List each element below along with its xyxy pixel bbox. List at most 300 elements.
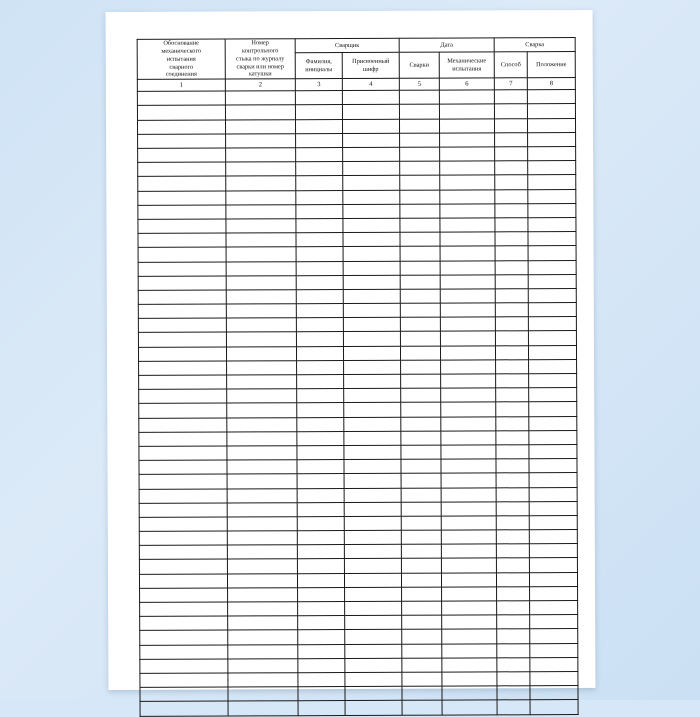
table-cell[interactable] xyxy=(297,474,344,488)
table-cell[interactable] xyxy=(296,162,343,176)
table-cell[interactable] xyxy=(440,189,495,203)
table-cell[interactable] xyxy=(496,459,529,473)
table-cell[interactable] xyxy=(440,204,495,218)
table-cell[interactable] xyxy=(530,657,578,671)
table-cell[interactable] xyxy=(529,558,577,572)
table-cell[interactable] xyxy=(296,190,343,204)
table-cell[interactable] xyxy=(401,403,441,417)
table-cell[interactable] xyxy=(226,219,296,233)
table-cell[interactable] xyxy=(139,418,227,433)
table-cell[interactable] xyxy=(495,303,528,317)
table-cell[interactable] xyxy=(138,191,226,206)
table-cell[interactable] xyxy=(441,502,496,516)
table-cell[interactable] xyxy=(138,304,226,319)
table-cell[interactable] xyxy=(442,615,497,629)
table-cell[interactable] xyxy=(227,559,297,573)
table-cell[interactable] xyxy=(139,361,227,376)
table-cell[interactable] xyxy=(138,347,226,362)
table-cell[interactable] xyxy=(343,147,400,161)
table-cell[interactable] xyxy=(441,360,496,374)
table-cell[interactable] xyxy=(137,91,225,106)
table-cell[interactable] xyxy=(139,460,227,475)
table-cell[interactable] xyxy=(440,331,495,345)
table-cell[interactable] xyxy=(140,645,228,660)
table-cell[interactable] xyxy=(528,175,576,189)
table-cell[interactable] xyxy=(295,105,342,119)
table-cell[interactable] xyxy=(528,288,576,302)
table-cell[interactable] xyxy=(495,189,528,203)
table-cell[interactable] xyxy=(342,119,399,133)
table-cell[interactable] xyxy=(528,203,576,217)
table-cell[interactable] xyxy=(297,488,344,502)
table-cell[interactable] xyxy=(497,658,530,672)
table-cell[interactable] xyxy=(138,276,226,291)
table-cell[interactable] xyxy=(344,417,401,431)
table-cell[interactable] xyxy=(402,615,442,629)
table-cell[interactable] xyxy=(400,332,440,346)
table-cell[interactable] xyxy=(441,445,496,459)
table-cell[interactable] xyxy=(442,658,497,672)
table-cell[interactable] xyxy=(442,686,497,700)
table-cell[interactable] xyxy=(529,572,577,586)
table-cell[interactable] xyxy=(400,246,440,260)
table-cell[interactable] xyxy=(496,501,529,515)
table-cell[interactable] xyxy=(298,701,345,715)
table-cell[interactable] xyxy=(296,318,343,332)
table-cell[interactable] xyxy=(345,601,402,615)
table-cell[interactable] xyxy=(497,672,530,686)
table-cell[interactable] xyxy=(343,133,400,147)
table-cell[interactable] xyxy=(441,473,496,487)
table-cell[interactable] xyxy=(296,219,343,233)
table-cell[interactable] xyxy=(495,218,528,232)
table-cell[interactable] xyxy=(401,502,441,516)
table-cell[interactable] xyxy=(495,345,528,359)
table-cell[interactable] xyxy=(226,205,296,219)
table-cell[interactable] xyxy=(226,332,296,346)
table-cell[interactable] xyxy=(495,175,528,189)
table-cell[interactable] xyxy=(528,260,576,274)
table-cell[interactable] xyxy=(139,403,227,418)
table-cell[interactable] xyxy=(440,346,495,360)
table-cell[interactable] xyxy=(138,162,226,177)
table-cell[interactable] xyxy=(295,91,342,105)
table-cell[interactable] xyxy=(139,517,227,532)
table-cell[interactable] xyxy=(298,602,345,616)
table-cell[interactable] xyxy=(226,233,296,247)
table-cell[interactable] xyxy=(226,304,296,318)
table-cell[interactable] xyxy=(139,531,227,546)
table-cell[interactable] xyxy=(227,488,297,502)
table-cell[interactable] xyxy=(342,105,399,119)
table-cell[interactable] xyxy=(497,643,530,657)
table-cell[interactable] xyxy=(400,289,440,303)
table-cell[interactable] xyxy=(527,118,575,132)
table-cell[interactable] xyxy=(139,489,227,504)
table-cell[interactable] xyxy=(529,544,577,558)
table-cell[interactable] xyxy=(401,459,441,473)
table-cell[interactable] xyxy=(530,643,578,657)
table-cell[interactable] xyxy=(496,402,529,416)
table-cell[interactable] xyxy=(440,232,495,246)
table-cell[interactable] xyxy=(496,445,529,459)
table-cell[interactable] xyxy=(527,104,575,118)
table-cell[interactable] xyxy=(528,246,576,260)
table-cell[interactable] xyxy=(528,161,576,175)
table-cell[interactable] xyxy=(497,629,530,643)
table-cell[interactable] xyxy=(401,516,441,530)
table-cell[interactable] xyxy=(344,573,401,587)
table-cell[interactable] xyxy=(345,644,402,658)
table-cell[interactable] xyxy=(400,346,440,360)
table-cell[interactable] xyxy=(344,389,401,403)
table-cell[interactable] xyxy=(528,303,576,317)
table-cell[interactable] xyxy=(345,587,402,601)
table-cell[interactable] xyxy=(298,644,345,658)
table-cell[interactable] xyxy=(227,361,297,375)
table-cell[interactable] xyxy=(226,346,296,360)
table-cell[interactable] xyxy=(138,233,226,248)
table-cell[interactable] xyxy=(495,133,528,147)
table-cell[interactable] xyxy=(343,247,400,261)
table-cell[interactable] xyxy=(441,516,496,530)
table-cell[interactable] xyxy=(496,516,529,530)
table-cell[interactable] xyxy=(227,460,297,474)
table-cell[interactable] xyxy=(400,232,440,246)
table-cell[interactable] xyxy=(402,601,442,615)
table-cell[interactable] xyxy=(344,545,401,559)
table-cell[interactable] xyxy=(297,389,344,403)
table-cell[interactable] xyxy=(343,176,400,190)
table-cell[interactable] xyxy=(440,303,495,317)
table-cell[interactable] xyxy=(441,402,496,416)
table-cell[interactable] xyxy=(530,629,578,643)
table-cell[interactable] xyxy=(297,573,344,587)
table-cell[interactable] xyxy=(401,473,441,487)
table-cell[interactable] xyxy=(297,446,344,460)
table-cell[interactable] xyxy=(442,587,497,601)
table-cell[interactable] xyxy=(401,559,441,573)
table-cell[interactable] xyxy=(298,658,345,672)
table-cell[interactable] xyxy=(528,331,576,345)
table-cell[interactable] xyxy=(296,148,343,162)
table-cell[interactable] xyxy=(296,304,343,318)
table-cell[interactable] xyxy=(495,147,528,161)
table-cell[interactable] xyxy=(228,701,298,715)
table-cell[interactable] xyxy=(343,332,400,346)
table-cell[interactable] xyxy=(440,275,495,289)
table-cell[interactable] xyxy=(228,644,298,658)
table-cell[interactable] xyxy=(226,176,296,190)
table-cell[interactable] xyxy=(496,487,529,501)
table-cell[interactable] xyxy=(139,474,227,489)
table-cell[interactable] xyxy=(402,672,442,686)
table-cell[interactable] xyxy=(297,516,344,530)
table-cell[interactable] xyxy=(345,630,402,644)
table-cell[interactable] xyxy=(298,630,345,644)
table-cell[interactable] xyxy=(343,318,400,332)
table-cell[interactable] xyxy=(296,332,343,346)
table-row[interactable] xyxy=(140,700,578,716)
table-cell[interactable] xyxy=(401,573,441,587)
table-cell[interactable] xyxy=(296,275,343,289)
table-cell[interactable] xyxy=(227,403,297,417)
table-cell[interactable] xyxy=(529,402,577,416)
table-cell[interactable] xyxy=(343,218,400,232)
table-cell[interactable] xyxy=(528,345,576,359)
table-cell[interactable] xyxy=(138,333,226,348)
table-cell[interactable] xyxy=(494,90,527,104)
table-cell[interactable] xyxy=(496,530,529,544)
table-cell[interactable] xyxy=(345,686,402,700)
table-cell[interactable] xyxy=(343,346,400,360)
table-cell[interactable] xyxy=(495,274,528,288)
table-cell[interactable] xyxy=(441,388,496,402)
table-cell[interactable] xyxy=(496,473,529,487)
table-cell[interactable] xyxy=(227,432,297,446)
table-cell[interactable] xyxy=(441,573,496,587)
table-cell[interactable] xyxy=(343,275,400,289)
table-cell[interactable] xyxy=(227,474,297,488)
table-cell[interactable] xyxy=(440,260,495,274)
table-cell[interactable] xyxy=(228,616,298,630)
table-cell[interactable] xyxy=(138,176,226,191)
table-cell[interactable] xyxy=(399,105,439,119)
table-cell[interactable] xyxy=(139,432,227,447)
table-cell[interactable] xyxy=(496,431,529,445)
table-cell[interactable] xyxy=(298,687,345,701)
table-cell[interactable] xyxy=(227,417,297,431)
table-cell[interactable] xyxy=(228,630,298,644)
table-cell[interactable] xyxy=(402,686,442,700)
table-cell[interactable] xyxy=(344,559,401,573)
table-cell[interactable] xyxy=(401,445,441,459)
table-cell[interactable] xyxy=(440,289,495,303)
table-cell[interactable] xyxy=(139,389,227,404)
table-cell[interactable] xyxy=(137,120,225,135)
table-cell[interactable] xyxy=(442,700,497,714)
table-cell[interactable] xyxy=(344,360,401,374)
table-cell[interactable] xyxy=(401,388,441,402)
table-cell[interactable] xyxy=(530,671,578,685)
table-cell[interactable] xyxy=(530,601,578,615)
table-cell[interactable] xyxy=(497,615,530,629)
table-cell[interactable] xyxy=(227,502,297,516)
table-cell[interactable] xyxy=(530,586,578,600)
table-cell[interactable] xyxy=(139,574,227,589)
table-cell[interactable] xyxy=(400,204,440,218)
table-cell[interactable] xyxy=(296,176,343,190)
table-cell[interactable] xyxy=(401,530,441,544)
table-cell[interactable] xyxy=(495,204,528,218)
table-cell[interactable] xyxy=(140,602,228,617)
table-cell[interactable] xyxy=(138,262,226,277)
table-cell[interactable] xyxy=(400,317,440,331)
table-cell[interactable] xyxy=(442,672,497,686)
table-cell[interactable] xyxy=(400,261,440,275)
table-cell[interactable] xyxy=(225,119,295,133)
table-cell[interactable] xyxy=(139,375,227,390)
table-cell[interactable] xyxy=(344,403,401,417)
table-cell[interactable] xyxy=(297,431,344,445)
table-cell[interactable] xyxy=(225,91,295,105)
table-cell[interactable] xyxy=(343,232,400,246)
table-cell[interactable] xyxy=(401,374,441,388)
table-cell[interactable] xyxy=(530,700,578,714)
table-cell[interactable] xyxy=(139,560,227,575)
table-cell[interactable] xyxy=(296,261,343,275)
table-cell[interactable] xyxy=(297,417,344,431)
table-cell[interactable] xyxy=(401,544,441,558)
table-cell[interactable] xyxy=(401,488,441,502)
table-cell[interactable] xyxy=(228,673,298,687)
table-cell[interactable] xyxy=(530,686,578,700)
table-cell[interactable] xyxy=(140,659,228,674)
table-cell[interactable] xyxy=(496,388,529,402)
table-cell[interactable] xyxy=(297,545,344,559)
table-cell[interactable] xyxy=(344,474,401,488)
table-cell[interactable] xyxy=(529,374,577,388)
table-cell[interactable] xyxy=(345,616,402,630)
table-cell[interactable] xyxy=(227,573,297,587)
table-cell[interactable] xyxy=(140,673,228,688)
table-cell[interactable] xyxy=(297,502,344,516)
table-cell[interactable] xyxy=(343,190,400,204)
table-cell[interactable] xyxy=(344,530,401,544)
table-cell[interactable] xyxy=(140,588,228,603)
table-cell[interactable] xyxy=(400,147,440,161)
table-cell[interactable] xyxy=(496,558,529,572)
table-cell[interactable] xyxy=(495,246,528,260)
table-cell[interactable] xyxy=(344,488,401,502)
table-cell[interactable] xyxy=(400,218,440,232)
table-cell[interactable] xyxy=(344,516,401,530)
table-cell[interactable] xyxy=(529,530,577,544)
table-cell[interactable] xyxy=(297,460,344,474)
table-cell[interactable] xyxy=(228,659,298,673)
table-cell[interactable] xyxy=(399,90,439,104)
table-cell[interactable] xyxy=(442,629,497,643)
table-cell[interactable] xyxy=(400,176,440,190)
table-cell[interactable] xyxy=(226,134,296,148)
table-cell[interactable] xyxy=(227,389,297,403)
table-cell[interactable] xyxy=(441,544,496,558)
table-cell[interactable] xyxy=(496,360,529,374)
table-cell[interactable] xyxy=(441,530,496,544)
table-cell[interactable] xyxy=(495,317,528,331)
table-cell[interactable] xyxy=(343,261,400,275)
table-cell[interactable] xyxy=(343,204,400,218)
table-cell[interactable] xyxy=(228,588,298,602)
table-cell[interactable] xyxy=(298,673,345,687)
table-cell[interactable] xyxy=(297,531,344,545)
table-cell[interactable] xyxy=(345,701,402,715)
table-cell[interactable] xyxy=(528,147,576,161)
table-cell[interactable] xyxy=(139,545,227,560)
table-cell[interactable] xyxy=(138,148,226,163)
table-cell[interactable] xyxy=(530,615,578,629)
table-cell[interactable] xyxy=(495,232,528,246)
table-cell[interactable] xyxy=(227,531,297,545)
table-cell[interactable] xyxy=(344,374,401,388)
table-cell[interactable] xyxy=(529,388,577,402)
table-cell[interactable] xyxy=(494,118,527,132)
table-cell[interactable] xyxy=(295,119,342,133)
table-cell[interactable] xyxy=(440,161,495,175)
table-cell[interactable] xyxy=(402,700,442,714)
table-cell[interactable] xyxy=(345,672,402,686)
table-cell[interactable] xyxy=(138,247,226,262)
table-cell[interactable] xyxy=(226,275,296,289)
table-cell[interactable] xyxy=(297,360,344,374)
table-cell[interactable] xyxy=(439,90,494,104)
table-cell[interactable] xyxy=(495,331,528,345)
table-cell[interactable] xyxy=(442,601,497,615)
table-cell[interactable] xyxy=(139,446,227,461)
table-cell[interactable] xyxy=(402,658,442,672)
table-cell[interactable] xyxy=(440,133,495,147)
table-cell[interactable] xyxy=(441,416,496,430)
table-cell[interactable] xyxy=(298,616,345,630)
table-cell[interactable] xyxy=(138,318,226,333)
table-cell[interactable] xyxy=(296,247,343,261)
table-cell[interactable] xyxy=(496,374,529,388)
table-cell[interactable] xyxy=(227,545,297,559)
table-cell[interactable] xyxy=(343,289,400,303)
table-cell[interactable] xyxy=(495,289,528,303)
table-cell[interactable] xyxy=(439,104,494,118)
table-cell[interactable] xyxy=(343,303,400,317)
table-cell[interactable] xyxy=(401,431,441,445)
table-cell[interactable] xyxy=(138,205,226,220)
table-cell[interactable] xyxy=(296,204,343,218)
table-cell[interactable] xyxy=(441,459,496,473)
table-cell[interactable] xyxy=(496,544,529,558)
table-cell[interactable] xyxy=(402,644,442,658)
table-cell[interactable] xyxy=(529,459,577,473)
table-cell[interactable] xyxy=(296,133,343,147)
table-cell[interactable] xyxy=(399,119,439,133)
table-cell[interactable] xyxy=(343,162,400,176)
table-cell[interactable] xyxy=(442,643,497,657)
table-cell[interactable] xyxy=(344,431,401,445)
table-cell[interactable] xyxy=(345,658,402,672)
table-cell[interactable] xyxy=(441,487,496,501)
table-cell[interactable] xyxy=(440,147,495,161)
table-cell[interactable] xyxy=(527,90,575,104)
table-cell[interactable] xyxy=(225,105,295,119)
table-cell[interactable] xyxy=(529,487,577,501)
table-cell[interactable] xyxy=(401,417,441,431)
table-cell[interactable] xyxy=(528,189,576,203)
table-cell[interactable] xyxy=(296,233,343,247)
table-cell[interactable] xyxy=(529,501,577,515)
table-cell[interactable] xyxy=(495,260,528,274)
table-cell[interactable] xyxy=(297,375,344,389)
table-cell[interactable] xyxy=(400,303,440,317)
table-cell[interactable] xyxy=(440,317,495,331)
table-cell[interactable] xyxy=(226,247,296,261)
table-cell[interactable] xyxy=(296,346,343,360)
table-cell[interactable] xyxy=(401,360,441,374)
table-cell[interactable] xyxy=(228,687,298,701)
table-cell[interactable] xyxy=(529,430,577,444)
table-cell[interactable] xyxy=(342,91,399,105)
table-cell[interactable] xyxy=(400,161,440,175)
table-cell[interactable] xyxy=(227,446,297,460)
table-cell[interactable] xyxy=(528,217,576,231)
table-cell[interactable] xyxy=(226,261,296,275)
